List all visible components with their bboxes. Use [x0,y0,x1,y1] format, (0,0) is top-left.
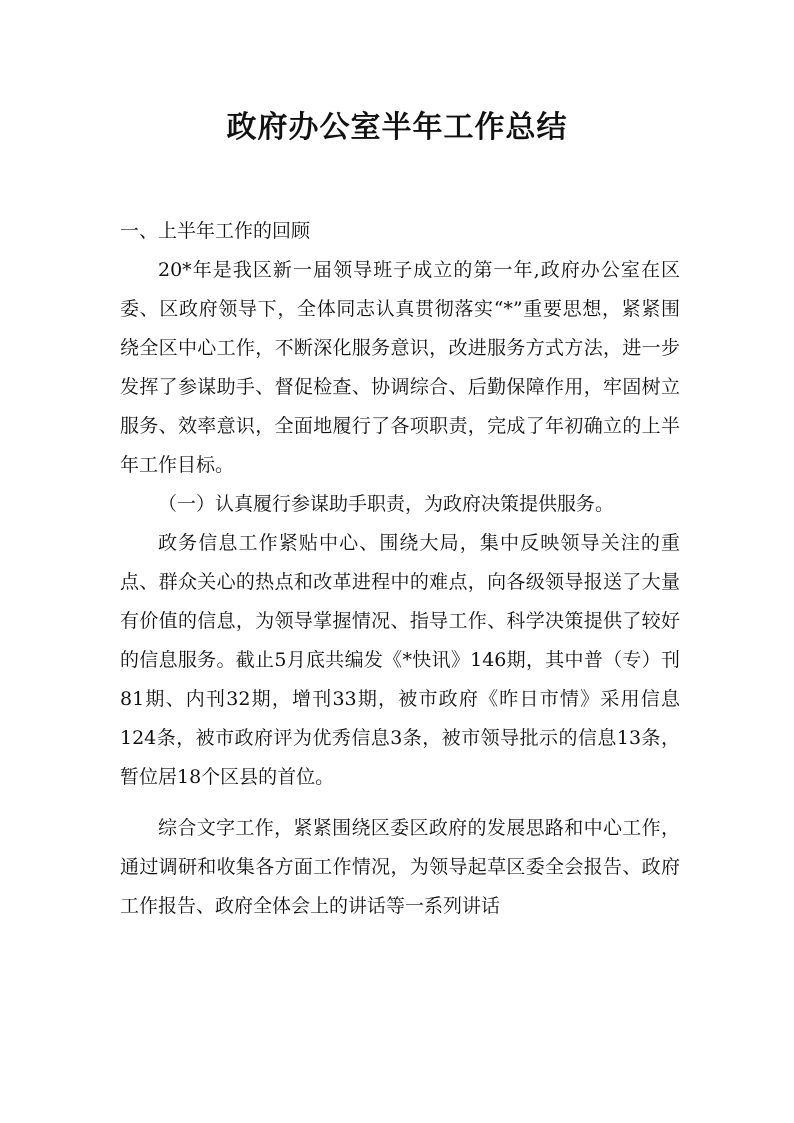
paragraph-info-work: 政务信息工作紧贴中心、围绕大局，集中反映领导关注的重点、群众关心的热点和改革进程中的难点，向各级领导报送了大量有价值的信息，为领导掌握情况、指导工作、科学决策提供了较好的信息服务。截止5月底共编发《*快讯》146期，其中普（专）刊81期、内刊32期，增刊33期，被市政府《昨日市情》采用信息124条，被市政府评为优秀信息3条，被市领导批示的信息13条，暂位居18个区县的首位。 [120,532,680,788]
paragraph-writing-work: 综合文字工作，紧紧围绕区委区政府的发展思路和中心工作，通过调研和收集各方面工作情况，为领导起草区委全会报告、政府工作报告、政府全体会上的讲话等一系列讲话 [120,817,680,917]
subsection-heading: （一）认真履行参谋助手职责，为政府决策提供服务。 [158,493,615,515]
document-title: 政府办公室半年工作总结 [226,110,568,145]
paragraph-intro: 20*年是我区新一届领导班子成立的第一年,政府办公室在区委、区政府领导下，全体同志认真贯彻落实“*”重要思想，紧紧围绕全区中心工作，不断深化服务意识，改进服务方式方法，进一步发挥了参谋助手、督促检查、协调综合、后勤保障作用，牢固树立服务、效率意识，全面地履行了各项职责，完成了年初确立的上半年工作目标。 [120,259,680,476]
section-heading: 一、上半年工作的回顾 [120,220,311,242]
document-body [120,212,680,926]
